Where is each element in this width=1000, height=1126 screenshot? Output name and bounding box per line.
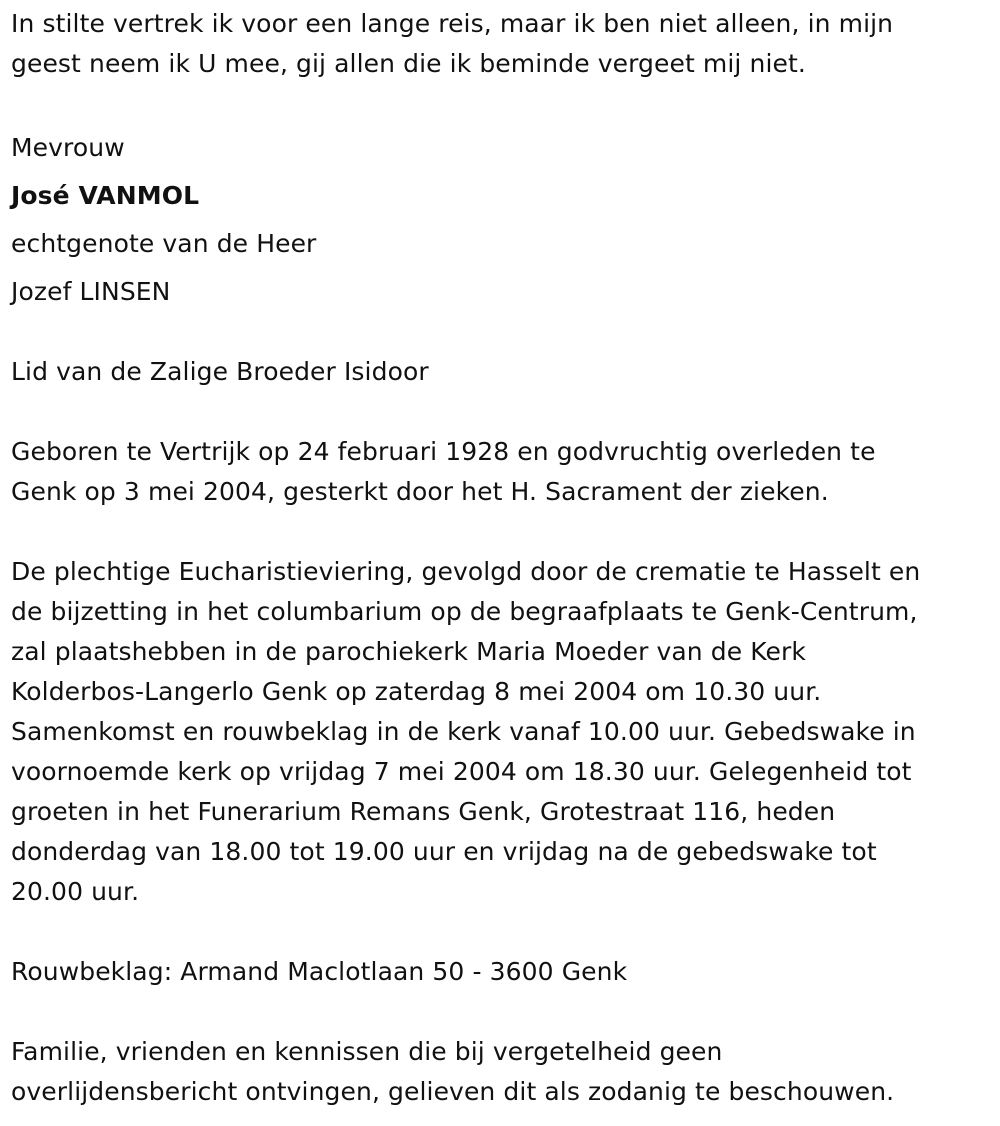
birth-death-line: Geboren te Vertrijk op 24 februari 1928 en godvruchtig overleden te xyxy=(11,437,876,466)
ceremony-line: donderdag van 18.00 tot 19.00 uur en vrijdag na de gebedswake tot xyxy=(11,837,877,866)
spacer xyxy=(11,912,991,952)
birth-death-line: Genk op 3 mei 2004, gesterkt door het H. Sacrament der zieken. xyxy=(11,477,829,506)
spacer xyxy=(11,992,991,1032)
motto-line: geest neem ik U mee, gij allen die ik beminde vergeet mij niet. xyxy=(11,49,806,78)
closing-line: overlijdensbericht ontvingen, gelieven dit als zodanig te beschouwen. xyxy=(11,1077,895,1106)
deceased-relation: echtgenote van de Heer xyxy=(11,229,317,258)
condolences-line: Rouwbeklag: Armand Maclotlaan 50 - 3600 Genk xyxy=(11,957,628,986)
membership-line: Lid van de Zalige Broeder Isidoor xyxy=(11,357,429,386)
condolences-paragraph xyxy=(11,952,991,992)
motto-line: In stilte vertrek ik voor een lange reis, maar ik ben niet alleen, in mijn xyxy=(11,9,894,38)
birth-death-paragraph xyxy=(11,432,991,512)
ceremony-line: Kolderbos-Langerlo Genk op zaterdag 8 mei 2004 om 10.30 uur. xyxy=(11,677,822,706)
ceremony-line: voornoemde kerk op vrijdag 7 mei 2004 om 18.30 uur. Gelegenheid tot xyxy=(11,757,912,786)
membership-paragraph xyxy=(11,352,991,392)
ceremony-line: Samenkomst en rouwbeklag in de kerk vanaf 10.00 uur. Gebedswake in xyxy=(11,717,916,746)
obituary-notice xyxy=(11,4,991,1112)
motto-paragraph xyxy=(11,4,991,84)
ceremony-line: de bijzetting in het columbarium op de begraafplaats te Genk-Centrum, xyxy=(11,597,918,626)
spacer xyxy=(11,84,991,124)
ceremony-line: De plechtige Eucharistieviering, gevolgd door de crematie te Hasselt en xyxy=(11,557,921,586)
deceased-name: José VANMOL xyxy=(11,181,200,210)
closing-line: Familie, vrienden en kennissen die bij vergetelheid geen xyxy=(11,1037,723,1066)
deceased-title: Mevrouw xyxy=(11,133,125,162)
ceremony-line: groeten in het Funerarium Remans Genk, Grotestraat 116, heden xyxy=(11,797,836,826)
ceremony-line: 20.00 uur. xyxy=(11,877,140,906)
spacer xyxy=(11,512,991,552)
ceremony-line: zal plaatshebben in de parochiekerk Maria Moeder van de Kerk xyxy=(11,637,806,666)
deceased-spouse: Jozef LINSEN xyxy=(11,277,171,306)
deceased-block xyxy=(11,124,991,316)
closing-paragraph xyxy=(11,1032,991,1112)
spacer xyxy=(11,392,991,432)
spacer xyxy=(11,316,991,352)
ceremony-paragraph xyxy=(11,552,991,912)
